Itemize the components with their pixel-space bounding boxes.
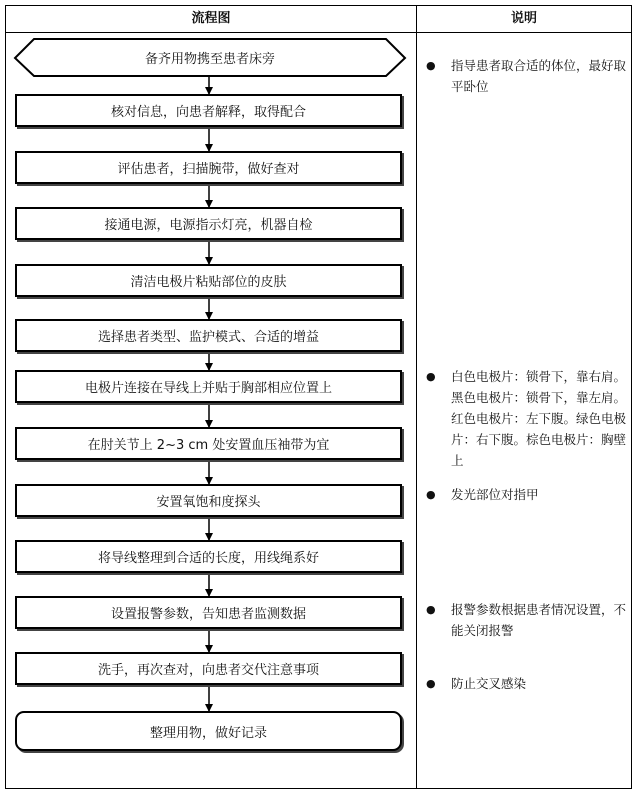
flowchart-table (5, 5, 632, 789)
step-start-label: 备齐用物携至患者床旁 (144, 52, 275, 67)
note-electrodes (424, 366, 629, 471)
step-select-mode: 选择患者类型、监护模式、合适的增益 (15, 319, 402, 352)
column-divider (416, 6, 417, 788)
bullet-icon: ● (426, 488, 436, 501)
bullet-icon: ● (426, 603, 436, 616)
step-bp-cuff: 在肘关节上 2~3 cm 处安置血压袖带为宜 (15, 427, 402, 460)
bullet-icon: ● (426, 370, 436, 383)
note-alarm (424, 599, 629, 641)
flow-column-header: 流程图 (191, 11, 231, 26)
step-attach-electrodes: 电极片连接在导线上并贴于胸部相应位置上 (15, 370, 402, 403)
step-verify-info: 核对信息，向患者解释，取得配合 (15, 94, 402, 127)
note-alarm-text: 报警参数根据患者情况设置，不能关闭报警 (451, 602, 627, 638)
step-wash-hands: 洗手，再次查对，向患者交代注意事项 (15, 652, 402, 685)
step-oximeter: 安置氧饱和度探头 (15, 484, 402, 517)
notes-column-header: 说明 (510, 11, 537, 26)
note-electrodes-text: 白色电极片：锁骨下，靠右肩。黑色电极片：锁骨下，靠左肩。红色电极片：左下腹。绿色电极片：右下腹。棕色电极片：胸壁上 (451, 369, 627, 468)
note-oximeter-text: 发光部位对指甲 (451, 487, 539, 502)
note-posture (424, 55, 629, 97)
bullet-icon: ● (426, 677, 436, 690)
note-infection (424, 673, 629, 694)
bullet-icon: ● (426, 59, 436, 72)
note-posture-text: 指导患者取合适的体位，最好取平卧位 (451, 58, 627, 94)
step-arrange-leads: 将导线整理到合适的长度，用线绳系好 (15, 540, 402, 573)
step-finish-record: 整理用物，做好记录 (15, 711, 402, 751)
step-clean-skin: 清洁电极片粘贴部位的皮肤 (15, 264, 402, 297)
step-set-alarms: 设置报警参数，告知患者监测数据 (15, 596, 402, 629)
step-power-on: 接通电源，电源指示灯亮，机器自检 (15, 207, 402, 240)
note-infection-text: 防止交叉感染 (451, 676, 527, 691)
note-oximeter (424, 484, 629, 505)
step-assess-patient: 评估患者，扫描腕带，做好查对 (15, 151, 402, 184)
